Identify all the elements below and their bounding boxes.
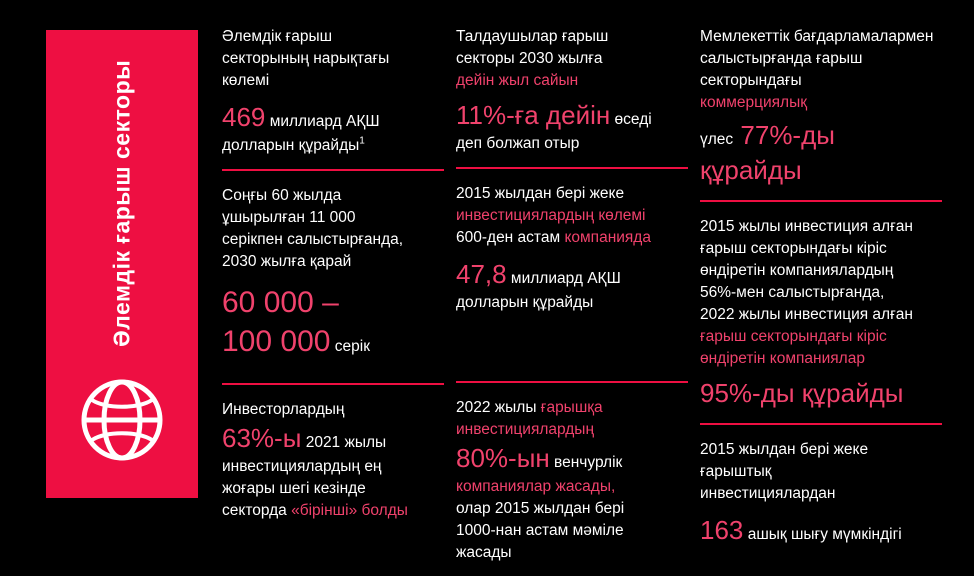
stat-text — [456, 183, 688, 249]
stat-highlight — [456, 98, 688, 133]
column-2 — [456, 26, 688, 576]
line-text: салыстырғанда ғарыш — [700, 50, 863, 67]
stat-card-commercial-share-state-programs — [700, 26, 942, 200]
line-text: 2015 жылдан бері жеке — [456, 185, 625, 203]
line-text: көлемі — [222, 72, 270, 89]
divider — [456, 167, 688, 169]
line-text: өндіретін компаниялардың — [700, 262, 894, 280]
line-text: секторының нарықтағы — [222, 50, 390, 67]
line-text: инвестициялардың ең — [222, 458, 382, 476]
stat-text — [700, 216, 942, 370]
line-text: Әлемдік ғарыш — [222, 28, 333, 45]
stat-card-ipo-exits-since-2015 — [700, 439, 942, 560]
line-text: Талдаушылар ғарыш — [456, 28, 609, 45]
line-text-accent: «бірінші» болды — [286, 502, 408, 520]
banner-panel — [46, 30, 198, 498]
divider — [700, 200, 942, 202]
line-text: ғарыш секторындағы кіріс — [700, 240, 887, 258]
line-text: 2022 жылы инвестиция алған — [700, 306, 913, 324]
content-columns — [222, 26, 952, 562]
stat-text — [456, 397, 688, 441]
stat-text — [222, 456, 444, 522]
stat-card-satellites-launch-forecast — [222, 185, 444, 383]
stat-highlight — [700, 118, 942, 188]
stat-highlight — [222, 100, 444, 157]
line-text-accent: ғарышқа — [536, 399, 603, 417]
stat-value-range-high: 100 000 — [222, 325, 331, 359]
banner-title: Әлемдік ғарыш секторы — [108, 59, 135, 347]
divider — [222, 169, 444, 171]
stat-text — [456, 26, 688, 92]
stat-lead: Инвесторлардың — [222, 401, 345, 419]
stat-text — [700, 439, 942, 505]
line-text: 2022 жылы — [456, 399, 537, 417]
line-text: 56%-мен салыстырғанда, — [700, 284, 885, 302]
stat-value: 163 — [700, 515, 744, 546]
stat-text — [222, 26, 444, 92]
stat-card-global-space-market-volume — [222, 26, 444, 169]
stat-card-analysts-annual-growth — [456, 26, 688, 167]
line-text: 600-ден астам — [456, 229, 561, 247]
stat-unit: серік — [330, 338, 370, 356]
stat-highlight — [456, 257, 688, 314]
line-text-accent: компанияда — [560, 229, 651, 247]
line-text: ұшырылған 11 000 — [222, 209, 356, 227]
stat-unit-cont: долларын құрайды — [456, 294, 594, 312]
line-text: олар 2015 жылдан бері — [456, 500, 625, 518]
stat-context: венчурлік — [549, 454, 623, 472]
stat-text-tail: деп болжап отыр — [456, 135, 580, 153]
line-text: 2030 жылға қарай — [222, 253, 352, 271]
stat-text — [456, 476, 688, 564]
column-1 — [222, 26, 444, 576]
line-text: секторындағы — [700, 72, 802, 89]
stat-value: 11%-ға дейін — [456, 100, 611, 130]
stat-card-private-investments-since-2015 — [456, 183, 688, 381]
stat-label: үлес — [700, 131, 734, 148]
stat-card-venture-share-2022 — [456, 397, 688, 576]
column-3 — [700, 26, 942, 576]
line-text: ғарыштық — [700, 463, 772, 481]
stat-highlight — [700, 376, 942, 411]
stat-value: 469 — [222, 102, 266, 132]
line-text: серікпен салыстырғанда, — [222, 231, 404, 249]
line-text-accent: инвестициялардың көлемі — [456, 207, 646, 225]
stat-value: 95%-ды құрайды — [700, 378, 904, 409]
stat-context: ашық шығу мүмкіндігі — [743, 526, 902, 544]
line-text: 2015 жылдан бері жеке — [700, 441, 869, 459]
stat-value: 80%-ын — [456, 443, 550, 474]
stat-value-range-low: 60 000 – — [222, 286, 339, 320]
line-text-accent: дейін жыл сайын — [456, 72, 579, 89]
stat-text — [700, 26, 942, 114]
stat-text — [222, 185, 444, 273]
stat-context: өседі — [610, 111, 652, 128]
line-text: жоғары шегі кезінде — [222, 480, 366, 498]
line-text: секторда — [222, 502, 287, 520]
line-text: 2015 жылы инвестиция алған — [700, 218, 913, 236]
stat-value: 63%-ы — [222, 423, 302, 454]
stat-unit: миллиард АҚШ — [265, 113, 380, 130]
line-text-accent: ғарыш секторындағы кіріс — [700, 328, 887, 346]
stat-highlight — [700, 513, 942, 548]
stat-unit-cont: долларын құрайды — [222, 137, 360, 155]
line-text: секторы 2030 жылға — [456, 50, 603, 67]
line-text: жасады — [456, 544, 512, 562]
footnote-marker: 1 — [359, 135, 365, 147]
stat-highlight — [456, 441, 688, 476]
line-text: Соңғы 60 жылда — [222, 187, 342, 205]
stat-highlight — [222, 421, 444, 456]
divider — [222, 383, 444, 385]
stat-card-investors-share-2021 — [222, 399, 444, 534]
divider — [456, 381, 688, 383]
divider — [700, 423, 942, 425]
stat-value: 77%-ды құрайды — [700, 120, 835, 186]
banner-title-wrap — [46, 30, 198, 376]
stat-highlight — [222, 283, 444, 361]
stat-unit: миллиард АҚШ — [506, 270, 621, 288]
line-text-accent: өндіретін компаниялар — [700, 350, 865, 368]
line-text-accent: компаниялар жасады, — [456, 478, 616, 496]
line-text-accent: коммерциялық — [700, 94, 808, 111]
line-text-accent: инвестициялардың — [456, 421, 595, 439]
globe-icon — [78, 376, 166, 464]
stat-card-revenue-companies-2022 — [700, 216, 942, 423]
line-text: 1000-нан астам мәміле — [456, 522, 624, 540]
stat-context: 2021 жылы — [301, 434, 387, 452]
line-text: Мемлекеттік бағдарламалармен — [700, 28, 934, 45]
line-text: инвестициялардан — [700, 485, 836, 503]
stat-value: 47,8 — [456, 259, 507, 290]
